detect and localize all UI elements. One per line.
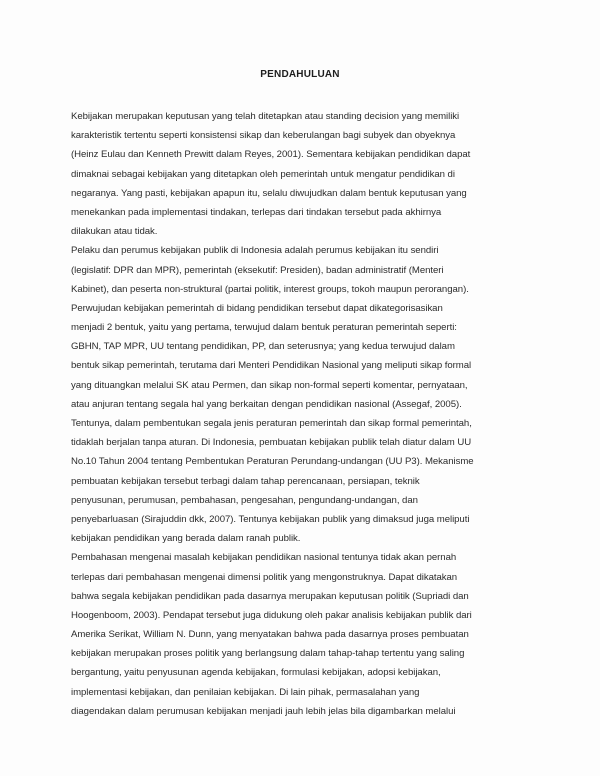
text-line: terlepas dari pembahasan mengenai dimensi politik yang mengonstruknya. Dapat dikatakan	[71, 571, 458, 583]
text-line: Amerika Serikat, William N. Dunn, yang menyatakan bahwa pada dasarnya proses pembuatan	[71, 629, 469, 641]
text-line: (legislatif: DPR dan MPR), pemerintah (eksekutif: Presiden), badan administratif (Menteri	[71, 264, 444, 276]
text-line: negaranya. Yang pasti, kebijakan apapun itu, selalu diwujudkan dalam bentuk keputusan yang	[71, 187, 467, 199]
document-body	[71, 107, 541, 721]
text-line: bergantung, yaitu penyusunan agenda kebijakan, formulasi kebijakan, adopsi kebijakan,	[71, 667, 441, 679]
text-line: Tentunya, dalam pembentukan segala jenis peraturan pemerintah dan sikap formal pemerintah,	[71, 418, 472, 429]
text-line: yang dituangkan melalui SK atau Permen, dan sikap non-formal seperti komentar, pernyataan,	[71, 379, 468, 391]
text-line: karakteristik tertentu seperti konsistensi sikap dan keberulangan bagi subyek dan obyeknya	[71, 130, 456, 142]
text-line: (Heinz Eulau dan Kenneth Prewitt dalam Reyes, 2001). Sementara kebijakan pendidikan dapat	[71, 149, 471, 161]
text-line: bentuk sikap pemerintah, terutama dari Menteri Pendidikan Nasional yang meliputi sikap formal	[71, 360, 472, 372]
text-line: penyebarluasan (Sirajuddin dkk, 2007). Tentunya kebijakan publik yang dimaksud juga meliputi	[71, 513, 470, 525]
text-line: kebijakan pendidikan yang berada dalam ranah publik.	[71, 533, 301, 545]
text-line: pembuatan kebijakan tersebut terbagi dalam tahap perencanaan, persiapan, teknik	[71, 475, 420, 487]
text-line: dimaknai sebagai kebijakan yang ditetapkan oleh pemerintah untuk mengatur pendidikan di	[71, 168, 455, 180]
text-line: kebijakan merupakan proses politik yang berlangsung dalam tahap-tahap tertentu yang saling	[71, 648, 465, 660]
text-line: No.10 Tahun 2004 tentang Pembentukan Peraturan Perundang-undangan (UU P3). Mekanisme	[71, 456, 474, 468]
text-line: penyusunan, perumusan, pembahasan, pengesahan, pengundang-undangan, dan	[71, 494, 418, 506]
text-line: menjadi 2 bentuk, yaitu yang pertama, terwujud dalam bentuk peraturan pemerintah seperti:	[71, 322, 457, 334]
text-line: Hoogenboom, 2003). Pendapat tersebut juga didukung oleh pakar analisis kebijakan publik dari	[71, 609, 472, 621]
text-line: menekankan pada implementasi tindakan, terlepas dari tindakan tersebut pada akhirnya	[71, 206, 442, 218]
text-line: Perwujudan kebijakan pemerintah di bidang pendidikan tersebut dapat dikategorisasikan	[71, 302, 443, 314]
text-line: atau anjuran tentang segala hal yang berkaitan dengan pendidikan nasional (Assegaf, 2005).	[71, 398, 462, 410]
text-line: implementasi kebijakan, dan penilaian kebijakan. Di lain pihak, permasalahan yang	[71, 686, 420, 698]
text-line: Pembahasan mengenai masalah kebijakan pendidikan nasional tentunya tidak akan pernah	[71, 552, 457, 564]
text-line: bahwa segala kebijakan pendidikan pada dasarnya merupakan keputusan politik (Supriadi dan	[71, 590, 469, 602]
text-line: Kabinet), dan peserta non-struktural (partai politik, interest groups, tokoh maupun perorangan).	[71, 283, 469, 295]
text-line: GBHN, TAP MPR, UU tentang pendidikan, PP, dan seterusnya; yang kedua terwujud dalam	[71, 341, 455, 353]
text-line: Pelaku dan perumus kebijakan publik di Indonesia adalah perumus kebijakan itu sendiri	[71, 245, 439, 257]
text-line: diagendakan dalam perumusan kebijakan menjadi jauh lebih jelas bila digambarkan melalui	[71, 705, 456, 717]
page-title: PENDAHULUAN	[260, 69, 340, 80]
text-line: dilakukan atau tidak.	[71, 226, 158, 238]
text-line: tidaklah berjalan tanpa aturan. Di Indonesia, pembuatan kebijakan publik telah diatur dalam UU	[71, 437, 472, 449]
text-line: Kebijakan merupakan keputusan yang telah ditetapkan atau standing decision yang memiliki	[71, 111, 460, 122]
